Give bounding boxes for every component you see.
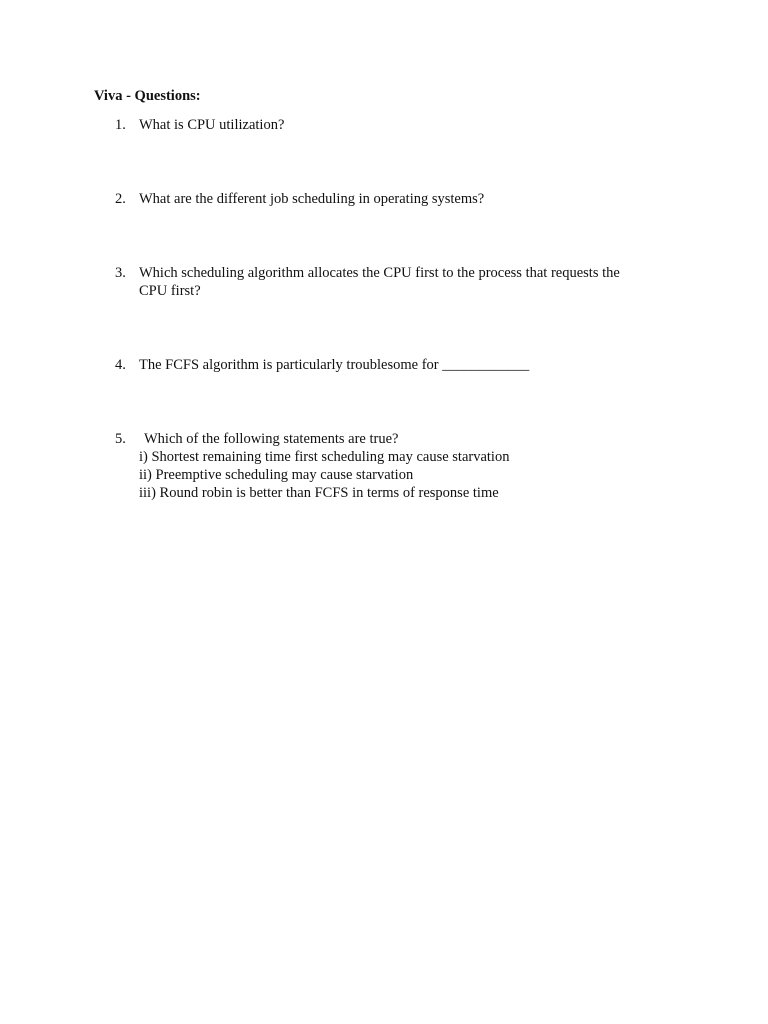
question-number: 3. — [115, 265, 126, 281]
question-line: Which of the following statements are true? — [144, 431, 399, 447]
question-line: What is CPU utilization? — [139, 117, 285, 133]
page-title: Viva - Questions: — [94, 88, 201, 104]
question-number: 5. — [115, 431, 126, 447]
question-number: 1. — [115, 117, 126, 133]
question-number: 2. — [115, 191, 126, 207]
question-line: CPU first? — [139, 283, 201, 299]
question-line: What are the different job scheduling in operating systems? — [139, 191, 485, 207]
answer-option: iii) Round robin is better than FCFS in terms of response time — [139, 485, 499, 501]
answer-option: i) Shortest remaining time first scheduling may cause starvation — [139, 449, 510, 465]
question-text — [139, 430, 679, 502]
question-text — [139, 264, 679, 300]
answer-option: ii) Preemptive scheduling may cause starvation — [139, 467, 414, 483]
question-number: 4. — [115, 357, 126, 373]
question-text — [139, 190, 679, 208]
question-line: Which scheduling algorithm allocates the CPU first to the process that requests the — [139, 265, 620, 281]
question-text — [139, 116, 679, 134]
question-text — [139, 356, 679, 374]
question-line: The FCFS algorithm is particularly troublesome for ____________ — [139, 357, 530, 373]
